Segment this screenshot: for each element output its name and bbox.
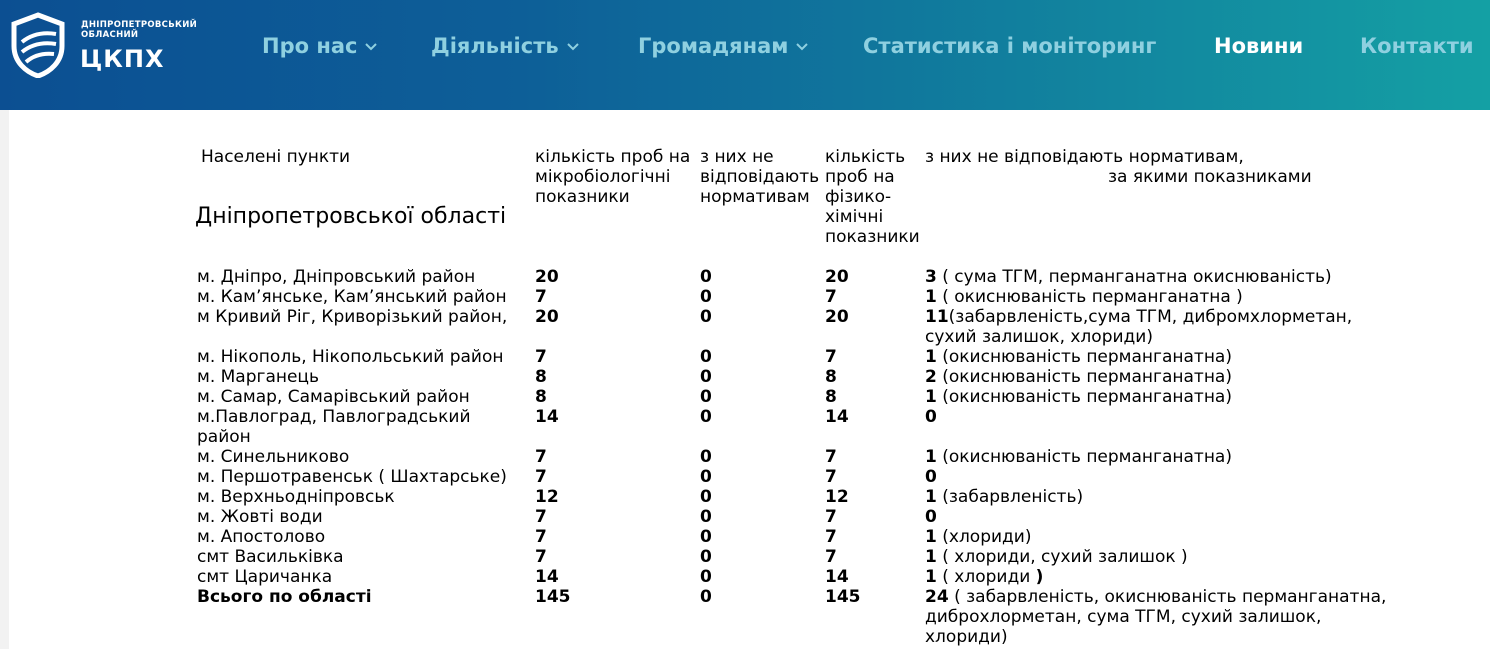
settlement-name: м. Марганець	[197, 367, 320, 387]
micro-fail-cell: 0	[700, 367, 712, 387]
micro-count-cell: 20	[535, 267, 559, 287]
fail-count: 0	[925, 407, 937, 427]
micro-fail-cell: 0	[700, 287, 712, 307]
phys-fail-cell	[925, 287, 1243, 307]
header-micro-count	[535, 147, 690, 207]
phys-fail-cell	[925, 447, 1232, 467]
header-line: нормативам	[700, 187, 810, 207]
header-line: проб на	[825, 167, 895, 187]
nav-item-activity[interactable]	[431, 30, 579, 62]
fail-reasons: ( окиснюваність перманганатна )	[936, 287, 1243, 307]
phys-fail-cell	[925, 567, 1043, 587]
micro-fail-cell: 0	[700, 507, 712, 527]
phys-count-cell: 12	[825, 487, 849, 507]
header-line: хімічні	[825, 207, 884, 227]
micro-fail-cell: 0	[700, 547, 712, 567]
micro-fail-cell: 0	[700, 267, 712, 287]
logo-subtitle	[81, 20, 197, 40]
header-line: фізико-	[825, 187, 892, 207]
micro-count-cell: 8	[535, 367, 547, 387]
phys-count-cell: 7	[825, 447, 837, 467]
fail-count: 24	[925, 587, 949, 607]
header-line: за якими показниками	[1108, 167, 1312, 187]
micro-fail-cell: 0	[700, 307, 712, 327]
fail-count: 1	[925, 447, 937, 467]
header-region: Дніпропетровської області	[195, 204, 507, 229]
micro-count-cell: 7	[535, 527, 547, 547]
nav-item-about[interactable]	[262, 30, 377, 62]
micro-count-cell: 7	[535, 547, 547, 567]
header-line: кількість	[825, 147, 906, 167]
header-line: мікробіологічні	[535, 167, 671, 187]
phys-fail-cell	[925, 487, 1083, 507]
fail-reasons: ( сума ТГМ, перманганатна окиснюваність)	[936, 267, 1332, 287]
nav-label: Громадянам	[638, 34, 789, 58]
header-settlements: Населені пункти	[201, 147, 351, 167]
nav-item-news[interactable]	[1214, 30, 1303, 62]
nav-item-contacts[interactable]	[1360, 30, 1474, 62]
fail-count: 1	[925, 487, 937, 507]
phys-count-cell: 20	[825, 267, 849, 287]
nav-label: Діяльність	[431, 34, 559, 58]
phys-fail-cell	[925, 367, 1232, 387]
micro-count-cell: 14	[535, 407, 559, 427]
micro-fail-cell: 0	[700, 467, 712, 487]
header-line: відповідають	[700, 167, 820, 187]
settlement-name: м. Дніпро, Дніпровський район	[197, 267, 476, 287]
phys-count-cell: 7	[825, 507, 837, 527]
fail-count: 1	[925, 287, 937, 307]
fail-reasons: ( хлориди, сухий залишок )	[936, 547, 1188, 567]
nav-item-statistics[interactable]	[863, 30, 1156, 62]
fail-count: 1	[925, 387, 937, 407]
phys-fail-cell	[925, 407, 937, 427]
shield-logo-icon	[8, 12, 68, 78]
phys-count-cell: 20	[825, 307, 849, 327]
fail-reasons-continued: диброхлорметан, сума ТГМ, сухий залишок,	[925, 607, 1322, 627]
settlement-name: смт Царичанка	[197, 567, 333, 587]
micro-fail-cell: 0	[700, 387, 712, 407]
fail-reasons-continued: сухий залишок, хлориди)	[925, 327, 1153, 347]
fail-count: 0	[925, 507, 937, 527]
water-quality-table	[0, 110, 1490, 649]
fail-reasons: (хлориди)	[936, 527, 1032, 547]
micro-fail-cell: 0	[700, 567, 712, 587]
fail-reasons: (окиснюваність перманганатна)	[936, 387, 1232, 407]
settlement-name: м. Жовті води	[197, 507, 323, 527]
chevron-down-icon	[365, 43, 377, 51]
phys-count-cell: 7	[825, 467, 837, 487]
micro-count-cell: 7	[535, 507, 547, 527]
fail-reasons: (забарвленість,сума ТГМ, дибромхлорметан,	[948, 307, 1353, 327]
header-line: показники	[535, 187, 630, 207]
settlement-name: район	[197, 427, 251, 447]
fail-count: 0	[925, 467, 937, 487]
phys-fail-cell	[925, 467, 937, 487]
nav-label: Контакти	[1360, 34, 1474, 58]
fail-count: 11	[925, 307, 949, 327]
phys-count-cell: 14	[825, 407, 849, 427]
micro-count-cell: 20	[535, 307, 559, 327]
micro-count-cell: 7	[535, 287, 547, 307]
chevron-down-icon	[567, 43, 579, 51]
fail-count: 1	[925, 347, 937, 367]
fail-reasons-close: )	[1035, 567, 1044, 587]
settlement-name: м. Нікополь, Нікопольський район	[197, 347, 504, 367]
micro-count-cell: 7	[535, 467, 547, 487]
fail-count: 1	[925, 527, 937, 547]
settlement-name: м. Апостолово	[197, 527, 326, 547]
nav-label: Новини	[1214, 34, 1304, 58]
fail-count: 1	[925, 567, 937, 587]
header-line: з них не відповідають нормативам,	[925, 147, 1244, 167]
phys-fail-cell	[925, 527, 1031, 547]
fail-reasons-continued: хлориди)	[925, 627, 1008, 647]
fail-reasons: (окиснюваність перманганатна)	[936, 447, 1232, 467]
settlement-name: м. Кам’янське, Кам’янський район	[197, 287, 507, 307]
logo-line-1: ДНІПРОПЕТРОВСЬКИЙ	[81, 20, 198, 30]
header-micro-fail	[700, 147, 819, 207]
phys-count-cell: 7	[825, 287, 837, 307]
fail-reasons: (окиснюваність перманганатна)	[936, 367, 1232, 387]
nav-label: Статистика і моніторинг	[863, 34, 1157, 58]
micro-count-cell: 7	[535, 447, 547, 467]
settlement-name: м. Самар, Самарівський район	[197, 387, 470, 407]
micro-fail-cell: 0	[700, 527, 712, 547]
chevron-down-icon	[796, 43, 808, 51]
phys-fail-cell	[925, 587, 1386, 607]
micro-count-cell: 7	[535, 347, 547, 367]
phys-fail-cell	[925, 387, 1232, 407]
nav-label: Про нас	[262, 34, 358, 58]
settlement-name: м.Павлоград, Павлоградський	[197, 407, 471, 427]
phys-count-cell: 145	[825, 587, 861, 607]
fail-reasons: (окиснюваність перманганатна)	[936, 347, 1232, 367]
micro-count-cell: 8	[535, 387, 547, 407]
fail-count: 2	[925, 367, 937, 387]
fail-reasons: (забарвленість)	[936, 487, 1084, 507]
fail-count: 3	[925, 267, 937, 287]
micro-count-cell: 12	[535, 487, 559, 507]
phys-fail-cell	[925, 307, 1352, 327]
header-line: з них не	[700, 147, 774, 167]
micro-fail-cell: 0	[700, 347, 712, 367]
settlement-name: м. Верхньодніпровськ	[197, 487, 395, 507]
micro-fail-cell: 0	[700, 407, 712, 427]
settlement-name: м Кривий Ріг, Криворізький район,	[197, 307, 508, 327]
micro-count-cell: 14	[535, 567, 559, 587]
micro-fail-cell: 0	[700, 487, 712, 507]
phys-count-cell: 8	[825, 367, 837, 387]
logo-abbr: ЦКПХ	[80, 45, 165, 73]
logo-line-2: ОБЛАСНИЙ	[81, 30, 139, 40]
header-phys-fail	[925, 147, 1312, 187]
phys-count-cell: 7	[825, 527, 837, 547]
settlement-name: Всього по області	[197, 587, 372, 607]
phys-count-cell: 8	[825, 387, 837, 407]
settlement-name: м. Першотравенськ ( Шахтарське)	[197, 467, 507, 487]
fail-count: 1	[925, 547, 937, 567]
header-line: кількість проб на	[535, 147, 691, 167]
phys-count-cell: 7	[825, 547, 837, 567]
header-line: показники	[825, 227, 920, 247]
phys-fail-cell	[925, 507, 937, 527]
nav-item-citizens[interactable]	[638, 30, 808, 62]
site-logo[interactable]	[8, 12, 208, 82]
micro-fail-cell: 0	[700, 587, 712, 607]
fail-reasons: ( забарвленість, окиснюваність перманганатна,	[948, 587, 1387, 607]
micro-fail-cell: 0	[700, 447, 712, 467]
phys-count-cell: 14	[825, 567, 849, 587]
header-phys-count	[825, 147, 920, 247]
phys-fail-cell	[925, 547, 1188, 567]
phys-fail-cell	[925, 347, 1232, 367]
settlement-name: м. Синельниково	[197, 447, 350, 467]
phys-count-cell: 7	[825, 347, 837, 367]
phys-fail-cell	[925, 267, 1332, 287]
settlement-name: смт Васильківка	[197, 547, 344, 567]
fail-reasons: ( хлориди	[936, 567, 1036, 587]
micro-count-cell: 145	[535, 587, 571, 607]
site-header	[0, 0, 1490, 110]
